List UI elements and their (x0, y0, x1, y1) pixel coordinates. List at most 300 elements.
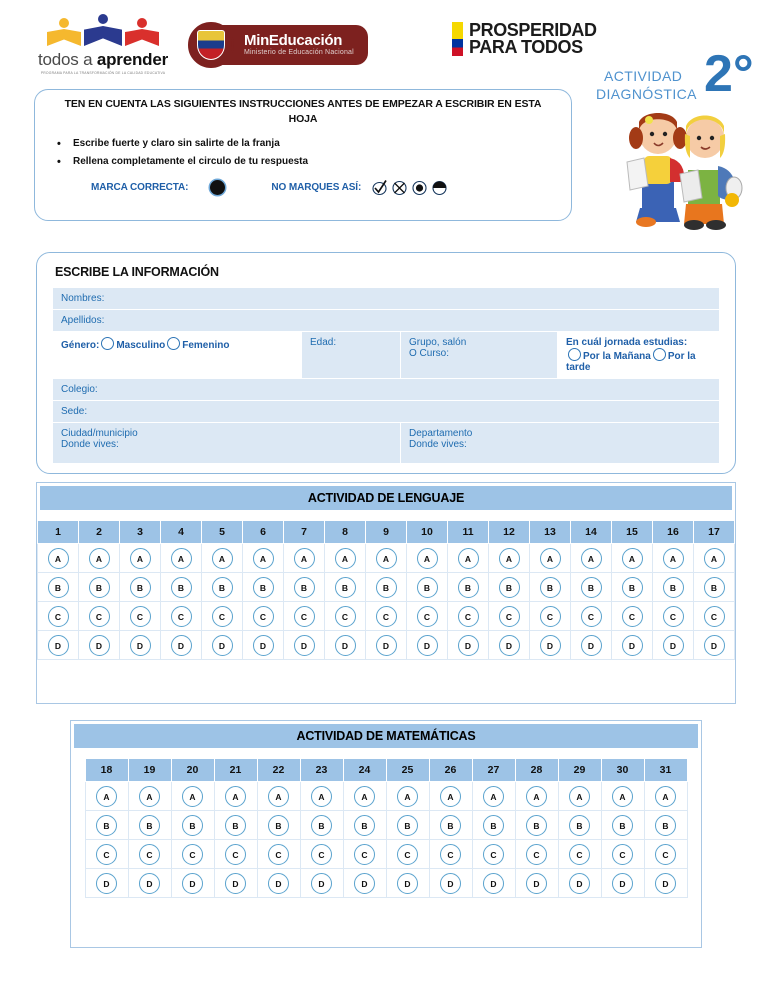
answer-bubble-d[interactable]: D (376, 635, 397, 656)
answer-cell[interactable] (558, 840, 601, 869)
colegio-field[interactable]: Colegio: (53, 379, 720, 401)
answer-bubble-b[interactable]: B (440, 815, 461, 836)
answer-cell[interactable] (448, 631, 489, 660)
answer-bubble-d[interactable]: D (96, 873, 117, 894)
answer-bubble-c[interactable]: C (253, 606, 274, 627)
answer-cell[interactable] (243, 631, 284, 660)
answer-bubble-a[interactable]: A (268, 786, 289, 807)
answer-bubble-c[interactable]: C (440, 844, 461, 865)
answer-cell[interactable] (257, 782, 300, 811)
activity-badge-line1: ACTIVIDAD (604, 68, 683, 84)
answer-cell[interactable] (161, 602, 202, 631)
answer-bubble-a[interactable]: A (569, 786, 590, 807)
answer-bubble-a[interactable]: A (225, 786, 246, 807)
answer-bubble-b[interactable]: B (294, 577, 315, 598)
answer-bubble-b[interactable]: B (268, 815, 289, 836)
answer-cell[interactable] (644, 840, 687, 869)
answer-bubble-a[interactable]: A (182, 786, 203, 807)
answer-bubble-a[interactable]: A (354, 786, 375, 807)
answer-cell[interactable] (644, 869, 687, 898)
answer-bubble-a[interactable]: A (526, 786, 547, 807)
answer-cell[interactable] (243, 602, 284, 631)
answer-bubble-b[interactable]: B (225, 815, 246, 836)
answer-bubble-c[interactable]: C (622, 606, 643, 627)
answer-bubble-c[interactable]: C (354, 844, 375, 865)
answer-cell[interactable] (343, 782, 386, 811)
answer-bubble-d[interactable]: D (354, 873, 375, 894)
answer-bubble-b[interactable]: B (397, 815, 418, 836)
answer-bubble-d[interactable]: D (612, 873, 633, 894)
answer-bubble-b[interactable]: B (354, 815, 375, 836)
ciudad-field[interactable] (53, 423, 401, 464)
table-row (53, 310, 720, 332)
activity-badge-grade: 2° (704, 45, 754, 103)
marca-correcta-label: MARCA CORRECTA: (91, 182, 189, 194)
answer-cell[interactable] (343, 869, 386, 898)
answer-bubble-d[interactable]: D (48, 635, 69, 656)
answer-bubble-c[interactable]: C (139, 844, 160, 865)
answer-bubble-b[interactable]: B (704, 577, 725, 598)
question-number-header: 18 (85, 759, 128, 782)
answer-bubble-b[interactable]: B (253, 577, 274, 598)
answer-bubble-a[interactable]: A (294, 548, 315, 569)
answer-cell[interactable] (653, 544, 694, 573)
answer-bubble-b[interactable]: B (212, 577, 233, 598)
genero-option-femenino[interactable]: Femenino (182, 340, 230, 351)
check-in-circle-icon (371, 179, 388, 196)
answer-bubble-c[interactable]: C (417, 606, 438, 627)
answer-cell[interactable] (128, 840, 171, 869)
answer-cell[interactable] (386, 840, 429, 869)
answer-bubble-b[interactable]: B (171, 577, 192, 598)
answer-bubble-b[interactable]: B (48, 577, 69, 598)
answer-bubble-b[interactable]: B (139, 815, 160, 836)
answer-cell[interactable] (161, 573, 202, 602)
answer-cell[interactable] (79, 602, 120, 631)
answer-bubble-a[interactable]: A (96, 786, 117, 807)
answer-cell[interactable] (120, 544, 161, 573)
answer-bubble-d[interactable]: D (294, 635, 315, 656)
answer-bubble-d[interactable]: D (540, 635, 561, 656)
answer-cell[interactable] (515, 840, 558, 869)
answer-cell[interactable] (366, 631, 407, 660)
answer-bubble-c[interactable]: C (540, 606, 561, 627)
answer-bubble-d[interactable]: D (397, 873, 418, 894)
answer-bubble-b[interactable]: B (311, 815, 332, 836)
answer-bubble-a[interactable]: A (483, 786, 504, 807)
radio-manana[interactable] (568, 348, 581, 361)
answer-bubble-c[interactable]: C (458, 606, 479, 627)
answer-bubble-b[interactable]: B (130, 577, 151, 598)
answer-cell[interactable] (530, 602, 571, 631)
answer-bubble-a[interactable]: A (130, 548, 151, 569)
apellidos-field[interactable]: Apellidos: (53, 310, 720, 332)
answer-cell[interactable] (407, 631, 448, 660)
answer-bubble-d[interactable]: D (569, 873, 590, 894)
answer-bubble-d[interactable]: D (704, 635, 725, 656)
answer-cell[interactable] (38, 631, 79, 660)
answer-cell[interactable] (653, 631, 694, 660)
answer-bubble-a[interactable]: A (499, 548, 520, 569)
answer-bubble-a[interactable]: A (212, 548, 233, 569)
answer-bubble-d[interactable]: D (417, 635, 438, 656)
mineducacion-title: MinEducación (244, 31, 343, 49)
departamento-field[interactable] (401, 423, 720, 464)
question-number-header: 9 (366, 521, 407, 544)
answer-cell[interactable] (448, 544, 489, 573)
answer-cell[interactable] (694, 602, 735, 631)
answer-bubble-d[interactable]: D (182, 873, 203, 894)
answer-cell[interactable] (612, 602, 653, 631)
answer-bubble-b[interactable]: B (569, 815, 590, 836)
answer-cell[interactable] (653, 602, 694, 631)
radio-femenino[interactable] (167, 337, 180, 350)
answer-cell[interactable] (530, 544, 571, 573)
answer-bubble-c[interactable]: C (96, 844, 117, 865)
answer-bubble-a[interactable]: A (89, 548, 110, 569)
jornada-option-tarde[interactable]: Por la tarde (566, 351, 696, 373)
answer-cell[interactable] (366, 544, 407, 573)
answer-bubble-b[interactable]: B (622, 577, 643, 598)
answer-bubble-d[interactable]: D (171, 635, 192, 656)
answer-bubble-c[interactable]: C (89, 606, 110, 627)
dot-in-circle-icon (411, 179, 428, 196)
answer-bubble-b[interactable]: B (182, 815, 203, 836)
answer-cell[interactable] (694, 544, 735, 573)
answer-cell[interactable] (79, 631, 120, 660)
answer-cell[interactable] (214, 782, 257, 811)
logo-mineducacion (188, 22, 368, 68)
answer-cell[interactable] (694, 631, 735, 660)
answer-bubble-c[interactable]: C (311, 844, 332, 865)
answer-cell[interactable] (325, 573, 366, 602)
answer-cell[interactable] (171, 811, 214, 840)
answer-cell[interactable] (489, 631, 530, 660)
answer-cell[interactable] (257, 840, 300, 869)
answer-cell[interactable] (38, 573, 79, 602)
answer-bubble-b[interactable]: B (376, 577, 397, 598)
answer-cell[interactable] (38, 602, 79, 631)
answer-bubble-d[interactable]: D (89, 635, 110, 656)
answer-cell[interactable] (489, 544, 530, 573)
answer-bubble-a[interactable]: A (540, 548, 561, 569)
question-number-header: 12 (489, 521, 530, 544)
answer-bubble-a[interactable]: A (253, 548, 274, 569)
answer-cell[interactable] (300, 869, 343, 898)
answer-grid-row (85, 869, 687, 898)
answer-bubble-d[interactable]: D (130, 635, 151, 656)
answer-bubble-a[interactable]: A (48, 548, 69, 569)
answer-bubble-c[interactable]: C (212, 606, 233, 627)
sede-field[interactable]: Sede: (53, 401, 720, 423)
answer-bubble-c[interactable]: C (294, 606, 315, 627)
answer-cell[interactable] (214, 811, 257, 840)
answer-bubble-a[interactable]: A (397, 786, 418, 807)
answer-cell[interactable] (571, 631, 612, 660)
answer-bubble-a[interactable]: A (581, 548, 602, 569)
answer-bubble-a[interactable]: A (311, 786, 332, 807)
answer-cell[interactable] (571, 544, 612, 573)
answer-cell[interactable] (120, 602, 161, 631)
answer-bubble-c[interactable]: C (48, 606, 69, 627)
answer-cell[interactable] (300, 811, 343, 840)
question-number-header: 14 (571, 521, 612, 544)
answer-cell[interactable] (128, 782, 171, 811)
answer-bubble-d[interactable]: D (253, 635, 274, 656)
answer-cell[interactable] (386, 869, 429, 898)
answer-cell[interactable] (343, 840, 386, 869)
answer-cell[interactable] (38, 544, 79, 573)
answer-bubble-d[interactable]: D (663, 635, 684, 656)
answer-cell[interactable] (612, 631, 653, 660)
answer-cell[interactable] (515, 782, 558, 811)
answer-bubble-d[interactable]: D (483, 873, 504, 894)
answer-bubble-c[interactable]: C (499, 606, 520, 627)
answer-bubble-c[interactable]: C (182, 844, 203, 865)
answer-bubble-c[interactable]: C (130, 606, 151, 627)
answer-bubble-b[interactable]: B (540, 577, 561, 598)
answer-bubble-d[interactable]: D (212, 635, 233, 656)
answer-cell[interactable] (284, 573, 325, 602)
answer-cell[interactable] (429, 840, 472, 869)
answer-cell[interactable] (171, 869, 214, 898)
answer-cell[interactable] (120, 631, 161, 660)
answer-bubble-c[interactable]: C (225, 844, 246, 865)
answer-bubble-d[interactable]: D (311, 873, 332, 894)
activity-badge-line2: DIAGNÓSTICA (596, 86, 697, 102)
answer-bubble-a[interactable]: A (171, 548, 192, 569)
answer-bubble-c[interactable]: C (526, 844, 547, 865)
answer-bubble-b[interactable]: B (335, 577, 356, 598)
answer-cell[interactable] (128, 869, 171, 898)
answer-bubble-a[interactable]: A (335, 548, 356, 569)
answer-bubble-a[interactable]: A (417, 548, 438, 569)
question-number-header: 25 (386, 759, 429, 782)
answer-bubble-c[interactable]: C (397, 844, 418, 865)
instructions-list (35, 135, 571, 170)
answer-cell[interactable] (85, 811, 128, 840)
answer-cell[interactable] (202, 631, 243, 660)
answer-cell[interactable] (644, 811, 687, 840)
answer-bubble-c[interactable]: C (483, 844, 504, 865)
answer-bubble-a[interactable]: A (663, 548, 684, 569)
answer-cell[interactable] (558, 869, 601, 898)
answer-cell[interactable] (284, 631, 325, 660)
answer-bubble-d[interactable]: D (499, 635, 520, 656)
answer-cell[interactable] (214, 840, 257, 869)
answer-cell[interactable] (601, 811, 644, 840)
answer-cell[interactable] (601, 840, 644, 869)
answer-bubble-d[interactable]: D (526, 873, 547, 894)
answer-cell[interactable] (472, 782, 515, 811)
answer-cell[interactable] (472, 811, 515, 840)
jornada-label: En cuál jornada estudias: (566, 337, 688, 348)
answer-cell[interactable] (407, 544, 448, 573)
answer-cell[interactable] (472, 869, 515, 898)
question-number-header: 7 (284, 521, 325, 544)
answer-cell[interactable] (79, 544, 120, 573)
answer-bubble-b[interactable]: B (526, 815, 547, 836)
answer-bubble-d[interactable]: D (458, 635, 479, 656)
edad-field[interactable]: Edad: (302, 332, 401, 379)
table-row (53, 288, 720, 310)
answer-cell[interactable] (325, 631, 366, 660)
answer-bubble-b[interactable]: B (89, 577, 110, 598)
answer-cell[interactable] (558, 811, 601, 840)
answer-cell[interactable] (612, 544, 653, 573)
answer-bubble-c[interactable]: C (335, 606, 356, 627)
answer-cell[interactable] (161, 544, 202, 573)
answer-bubble-c[interactable]: C (612, 844, 633, 865)
answer-cell[interactable] (366, 573, 407, 602)
answer-bubble-a[interactable]: A (704, 548, 725, 569)
answer-cell[interactable] (472, 840, 515, 869)
answer-cell[interactable] (653, 573, 694, 602)
answer-bubble-c[interactable]: C (663, 606, 684, 627)
half-filled-circle-icon (431, 179, 448, 196)
answer-grid-lenguaje[interactable] (37, 520, 735, 660)
answer-cell[interactable] (202, 544, 243, 573)
answer-cell[interactable] (530, 573, 571, 602)
answer-cell[interactable] (571, 573, 612, 602)
answer-bubble-b[interactable]: B (417, 577, 438, 598)
answer-cell[interactable] (571, 602, 612, 631)
answer-cell[interactable] (515, 869, 558, 898)
question-number-header: 4 (161, 521, 202, 544)
answer-bubble-a[interactable]: A (139, 786, 160, 807)
ciudad-label-line2: Donde vives: (61, 439, 119, 450)
answer-bubble-b[interactable]: B (483, 815, 504, 836)
answer-grid-matematicas[interactable] (85, 758, 688, 898)
answer-cell[interactable] (128, 811, 171, 840)
answer-cell[interactable] (171, 782, 214, 811)
answer-cell[interactable] (284, 602, 325, 631)
answer-cell[interactable] (612, 573, 653, 602)
answer-cell[interactable] (243, 573, 284, 602)
answer-bubble-a[interactable]: A (622, 548, 643, 569)
table-row (53, 423, 720, 464)
answer-bubble-b[interactable]: B (96, 815, 117, 836)
answer-cell[interactable] (530, 631, 571, 660)
answer-bubble-d[interactable]: D (335, 635, 356, 656)
answer-cell[interactable] (300, 840, 343, 869)
answer-cell[interactable] (284, 544, 325, 573)
answer-bubble-a[interactable]: A (376, 548, 397, 569)
answer-cell[interactable] (202, 602, 243, 631)
answer-bubble-d[interactable]: D (655, 873, 676, 894)
answer-bubble-c[interactable]: C (655, 844, 676, 865)
answer-bubble-c[interactable]: C (704, 606, 725, 627)
answer-bubble-c[interactable]: C (171, 606, 192, 627)
tap-figures-icon (28, 18, 178, 48)
answer-cell[interactable] (386, 811, 429, 840)
answer-bubble-b[interactable]: B (655, 815, 676, 836)
answer-bubble-d[interactable]: D (225, 873, 246, 894)
answer-cell[interactable] (243, 544, 284, 573)
answer-bubble-b[interactable]: B (458, 577, 479, 598)
answer-cell[interactable] (325, 544, 366, 573)
answer-bubble-a[interactable]: A (458, 548, 479, 569)
answer-cell[interactable] (386, 782, 429, 811)
radio-masculino[interactable] (101, 337, 114, 350)
answer-cell[interactable] (325, 602, 366, 631)
answer-bubble-c[interactable]: C (268, 844, 289, 865)
grupo-salon-field[interactable] (401, 332, 558, 379)
answer-bubble-d[interactable]: D (139, 873, 160, 894)
answer-cell[interactable] (79, 573, 120, 602)
answer-cell[interactable] (214, 869, 257, 898)
answer-cell[interactable] (694, 573, 735, 602)
answer-cell[interactable] (257, 811, 300, 840)
answer-cell[interactable] (601, 869, 644, 898)
answer-bubble-b[interactable]: B (581, 577, 602, 598)
answer-cell[interactable] (85, 840, 128, 869)
answer-bubble-a[interactable]: A (655, 786, 676, 807)
answer-cell[interactable] (407, 573, 448, 602)
answer-cell[interactable] (120, 573, 161, 602)
answer-cell[interactable] (85, 869, 128, 898)
answer-cell[interactable] (343, 811, 386, 840)
answer-bubble-b[interactable]: B (499, 577, 520, 598)
answer-bubble-b[interactable]: B (663, 577, 684, 598)
answer-cell[interactable] (300, 782, 343, 811)
answer-cell[interactable] (85, 782, 128, 811)
answer-cell[interactable] (448, 602, 489, 631)
answer-cell[interactable] (429, 811, 472, 840)
jornada-cell (558, 332, 720, 379)
answer-cell[interactable] (429, 869, 472, 898)
question-number-header: 5 (202, 521, 243, 544)
radio-tarde[interactable] (653, 348, 666, 361)
departamento-label-line2: Donde vives: (409, 439, 467, 450)
jornada-option-manana[interactable]: Por la Mañana (583, 351, 651, 362)
answer-cell[interactable] (515, 811, 558, 840)
genero-option-masculino[interactable]: Masculino (116, 340, 166, 351)
answer-cell[interactable] (366, 602, 407, 631)
answer-bubble-d[interactable]: D (581, 635, 602, 656)
section-lenguaje (36, 482, 736, 704)
answer-cell[interactable] (489, 573, 530, 602)
answer-bubble-b[interactable]: B (612, 815, 633, 836)
answer-bubble-c[interactable]: C (581, 606, 602, 627)
answer-cell[interactable] (171, 840, 214, 869)
answer-cell[interactable] (644, 782, 687, 811)
answer-cell[interactable] (448, 573, 489, 602)
question-number-header: 28 (515, 759, 558, 782)
answer-cell[interactable] (601, 782, 644, 811)
answer-bubble-c[interactable]: C (376, 606, 397, 627)
answer-cell[interactable] (407, 602, 448, 631)
question-number-header: 6 (243, 521, 284, 544)
answer-cell[interactable] (257, 869, 300, 898)
answer-bubble-d[interactable]: D (622, 635, 643, 656)
answer-cell[interactable] (558, 782, 601, 811)
answer-bubble-a[interactable]: A (440, 786, 461, 807)
question-number-header: 2 (79, 521, 120, 544)
answer-bubble-a[interactable]: A (612, 786, 633, 807)
answer-bubble-d[interactable]: D (440, 873, 461, 894)
section-lenguaje-title: ACTIVIDAD DE LENGUAJE (40, 486, 732, 510)
answer-bubble-c[interactable]: C (569, 844, 590, 865)
answer-cell[interactable] (202, 573, 243, 602)
logo-tap-word2: aprender (96, 50, 169, 69)
answer-bubble-d[interactable]: D (268, 873, 289, 894)
answer-cell[interactable] (489, 602, 530, 631)
nombres-field[interactable]: Nombres: (53, 288, 720, 310)
answer-grid-row (85, 811, 687, 840)
answer-cell[interactable] (429, 782, 472, 811)
answer-cell[interactable] (161, 631, 202, 660)
